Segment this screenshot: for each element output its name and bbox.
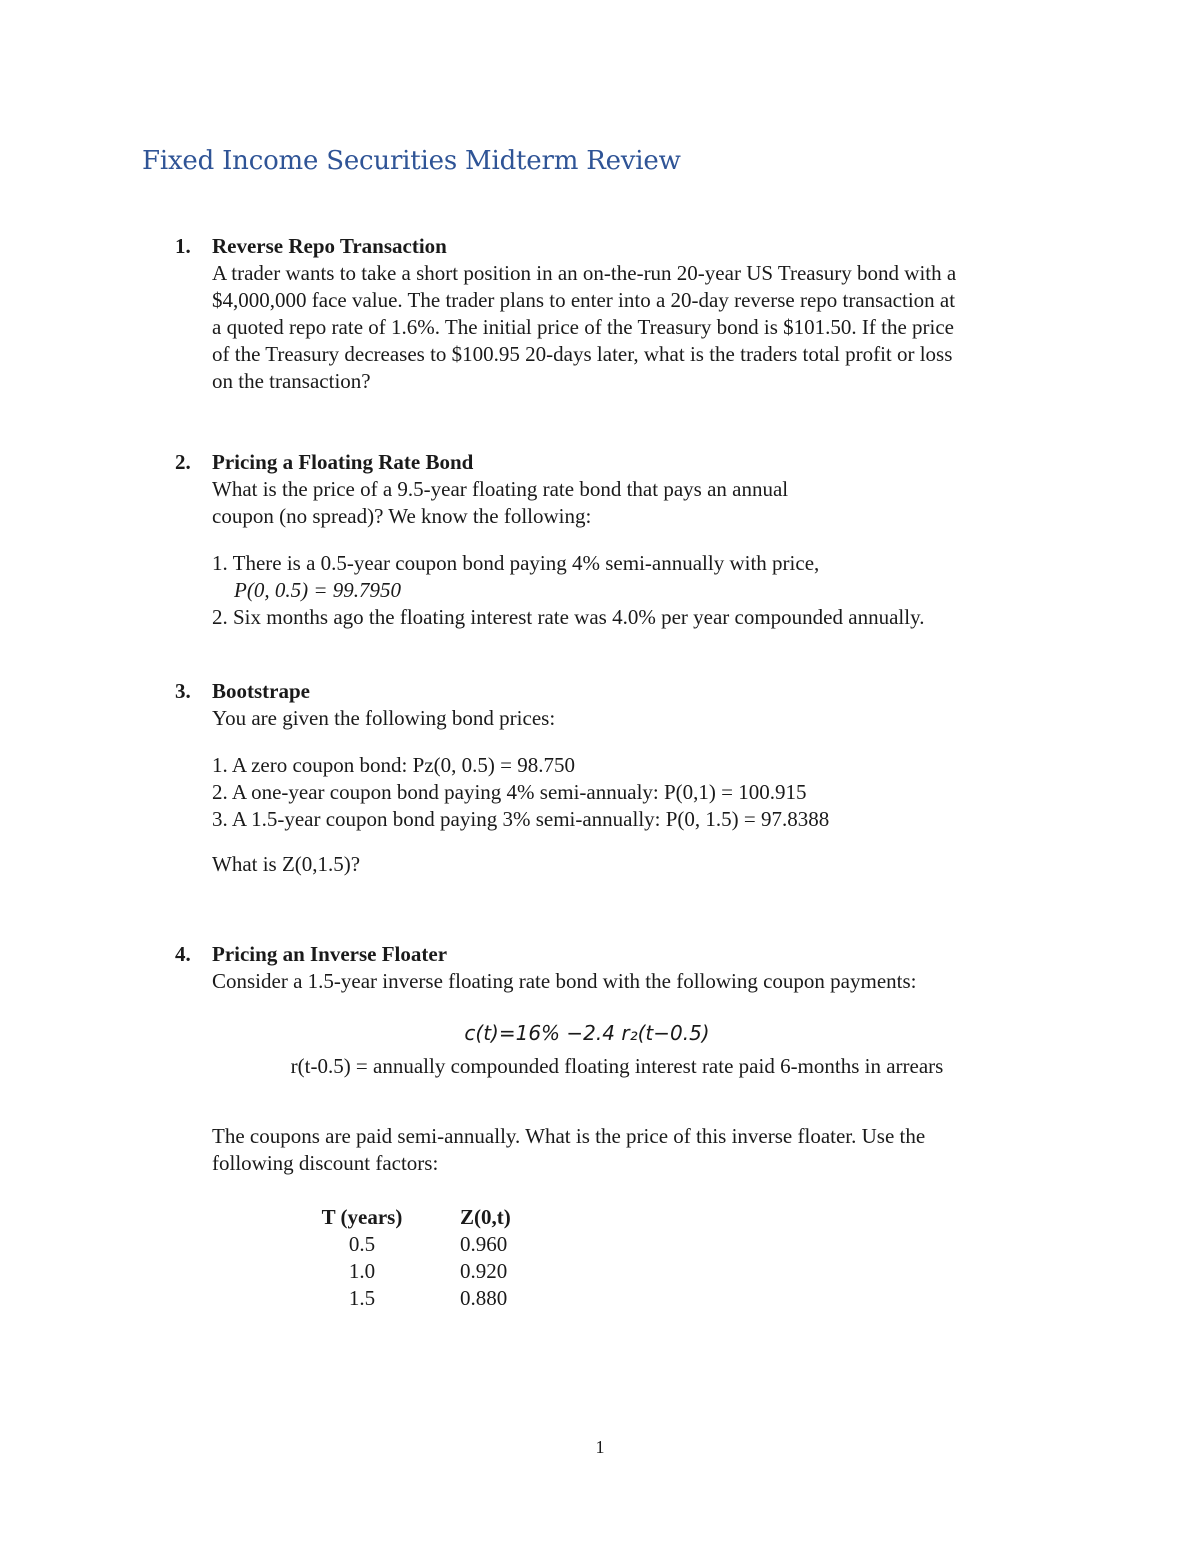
table-cell: 1.5	[348, 1286, 376, 1310]
page-number: 1	[595, 1437, 605, 1457]
question-line: coupon (no spread)? We know the following:	[212, 504, 592, 528]
question-line: on the transaction?	[212, 369, 371, 393]
discount-factor-table	[212, 1204, 580, 1312]
question-heading: Pricing an Inverse Floater	[212, 942, 448, 966]
question-line: The coupons are paid semi-annually. What is the price of this inverse floater. Use the	[212, 1124, 926, 1148]
bond-price-list	[212, 752, 1075, 833]
coupon-formula	[212, 1020, 962, 1047]
table-row	[282, 1258, 580, 1285]
question-line: Consider a 1.5-year inverse floating rate bond with the following coupon payments:	[212, 969, 917, 993]
question-line: of the Treasury decreases to $100.95 20-days later, what is the traders total profit or loss	[212, 342, 953, 366]
question-line: You are given the following bond prices:	[212, 706, 556, 730]
question-line: What is the price of a 9.5-year floating rate bond that pays an annual	[212, 477, 789, 501]
question-line: $4,000,000 face value. The trader plans to enter into a 20-day reverse repo transaction at	[212, 288, 956, 312]
column-header: Z(0,t)	[460, 1205, 511, 1229]
question-heading: Bootstrape	[212, 679, 310, 703]
table-cell: 1.0	[348, 1259, 376, 1283]
list-item: 3. A 1.5-year coupon bond paying 3% semi-annually: P(0, 1.5) = 97.8388	[212, 807, 830, 831]
question-heading: Pricing a Floating Rate Bond	[212, 450, 474, 474]
table-cell: 0.5	[348, 1232, 376, 1256]
question-line: What is Z(0,1.5)?	[212, 852, 361, 876]
list-item: 2. Six months ago the floating interest rate was 4.0% per year compounded annually.	[212, 605, 925, 629]
column-header: T (years)	[321, 1205, 403, 1229]
table-cell: 0.880	[460, 1286, 508, 1310]
table-cell: 0.920	[460, 1259, 508, 1283]
question-number: 1.	[175, 234, 191, 258]
list-item: P(0, 0.5) = 99.7950	[234, 578, 401, 602]
question-line: A trader wants to take a short position in an on-the-run 20-year US Treasury bond with a	[212, 261, 957, 285]
formula-text: c(t)=16% −2.4 r₂(t−0.5)	[464, 1021, 710, 1045]
question-number: 3.	[175, 679, 191, 703]
given-list	[212, 550, 1075, 631]
document-title: Fixed Income Securities Midterm Review	[142, 146, 681, 176]
question-number: 2.	[175, 450, 191, 474]
list-item: 2. A one-year coupon bond paying 4% semi-annualy: P(0,1) = 100.915	[212, 780, 807, 804]
list-item: 1. There is a 0.5-year coupon bond paying 4% semi-annually with price,	[212, 551, 820, 575]
table-row	[282, 1231, 580, 1258]
table-row	[282, 1285, 580, 1312]
question-heading: Reverse Repo Transaction	[212, 234, 447, 258]
definition-text: r(t-0.5) = annually compounded floating interest rate paid 6-months in arrears	[290, 1054, 944, 1078]
rate-definition	[212, 1053, 1022, 1080]
question-number: 4.	[175, 942, 191, 966]
table-cell: 0.960	[460, 1232, 508, 1256]
question-4-continuation	[212, 1123, 1075, 1177]
table-header-row	[282, 1204, 580, 1231]
question-line: a quoted repo rate of 1.6%. The initial price of the Treasury bond is $101.50. If the price	[212, 315, 955, 339]
question-line: following discount factors:	[212, 1151, 439, 1175]
list-item: 1. A zero coupon bond: Pz(0, 0.5) = 98.750	[212, 753, 575, 777]
